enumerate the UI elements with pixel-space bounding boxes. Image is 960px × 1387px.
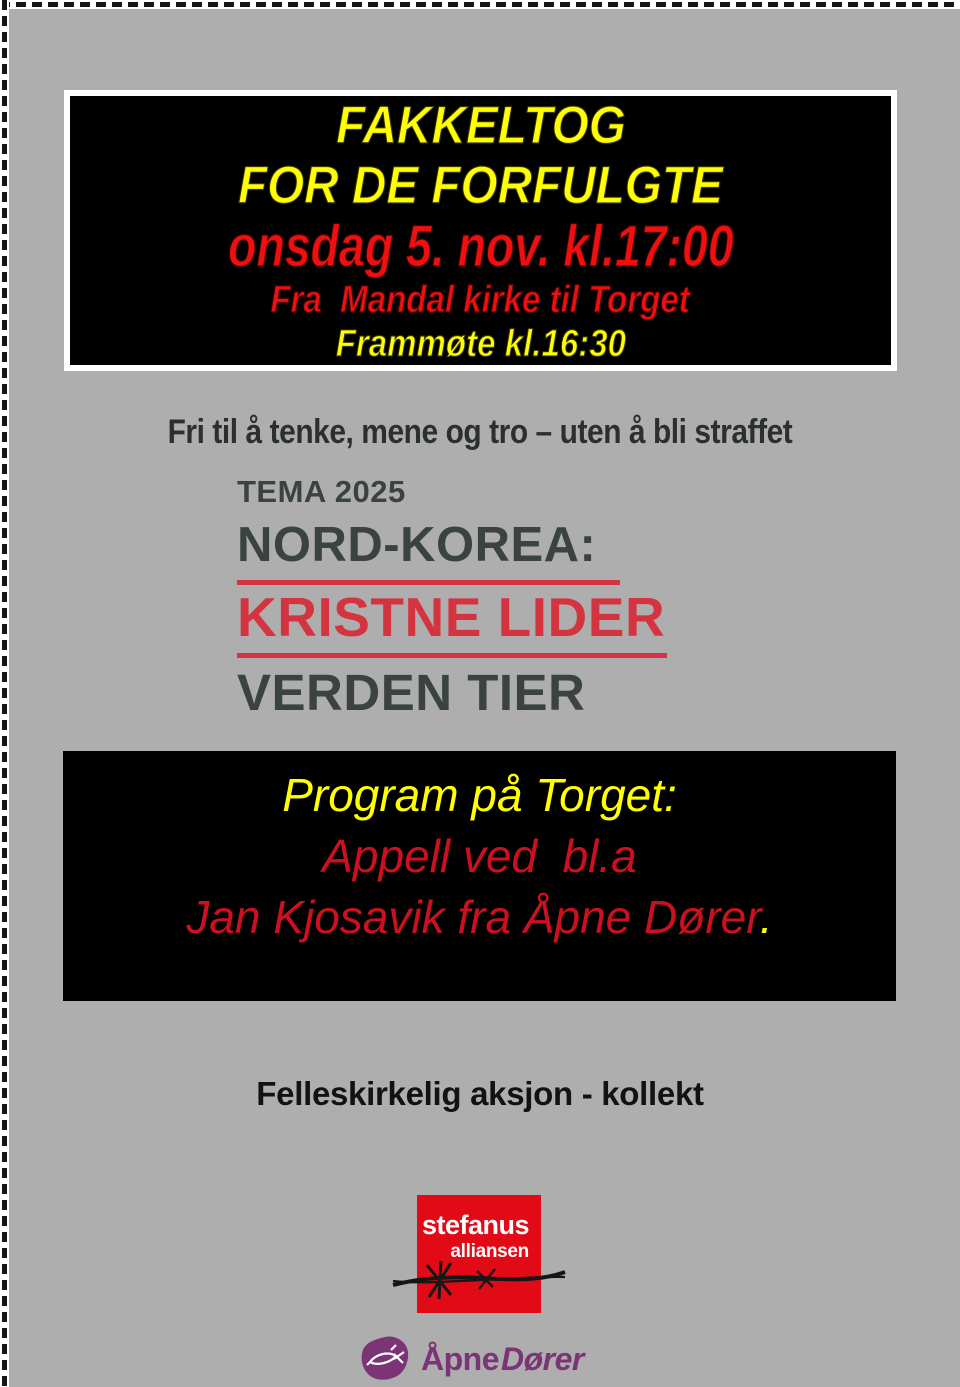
banner-date-line: onsdag 5. nov. kl.17:00 xyxy=(227,213,734,279)
theme-headline-block xyxy=(237,472,667,722)
tagline: Fri til å tenke, mene og tro – uten å bli straffet xyxy=(167,413,793,451)
program-speaker-line: Jan Kjosavik fra Åpne Dører. xyxy=(186,891,773,943)
fish-icon xyxy=(360,1335,410,1383)
stefanus-alliansen-logo xyxy=(417,1195,541,1313)
apne-dorer-logo xyxy=(360,1334,584,1384)
program-title: Program på Torget: xyxy=(282,769,677,821)
banner-route-line: Fra Mandal kirke til Torget xyxy=(270,278,691,321)
speaker-line-period: . xyxy=(759,891,773,943)
top-dashed-trim-line xyxy=(0,0,960,9)
stefanus-logo-text: stefanus alliansen xyxy=(421,1210,529,1262)
banner-title-line2: FOR DE FORFULGTE xyxy=(238,155,723,215)
theme-kicker: TEMA 2025 xyxy=(237,474,406,509)
theme-line1: NORD-KOREA: xyxy=(237,512,620,585)
left-dashed-trim-line xyxy=(0,0,9,1387)
theme-line2: KRISTNE LIDER xyxy=(237,585,667,658)
collection-line: Felleskirkelig aksjon - kollekt xyxy=(256,1075,704,1112)
program-banner xyxy=(63,751,896,1001)
banner-meetup-line: Frammøte kl.16:30 xyxy=(335,322,626,365)
apne-dorer-wordmark: ÅpneDører xyxy=(421,1341,584,1377)
header-banner xyxy=(64,90,897,371)
barbed-wire-icon xyxy=(391,1255,567,1301)
banner-title-line1: FAKKELTOG xyxy=(335,95,626,155)
program-appeal-line: Appell ved bl.a xyxy=(322,830,637,882)
theme-line3: VERDEN TIER xyxy=(237,664,586,721)
